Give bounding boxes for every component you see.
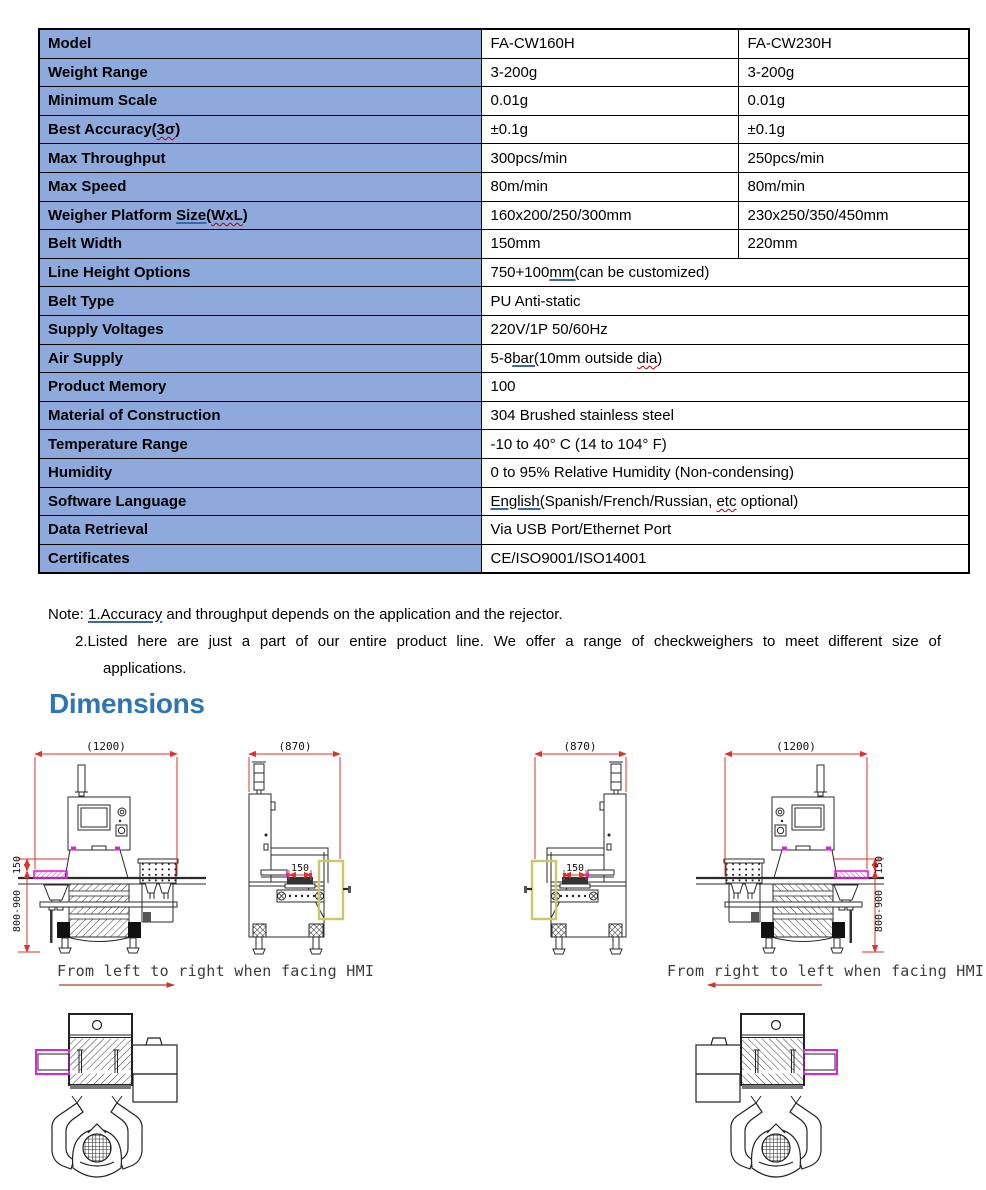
text-segment: and throughput depends on the application and the rejector. (162, 606, 563, 623)
text-segment: Size( (176, 206, 212, 224)
flow-arrow-left-icon (700, 979, 825, 991)
text-segment: Supply Voltages (48, 321, 164, 339)
text-segment: 1.Accuracy (88, 606, 163, 623)
spec-value (481, 373, 969, 402)
spec-row (39, 230, 969, 259)
text-segment: 100 (490, 378, 516, 396)
spec-row (39, 29, 969, 58)
spec-value (481, 487, 969, 516)
spec-label (39, 373, 481, 402)
spec-row (39, 144, 969, 173)
dim-belt-width-label: 150 (290, 863, 310, 874)
caption-flow-left: From left to right when facing HMI (57, 962, 375, 980)
spec-value (481, 401, 969, 430)
text-segment: CE/ISO9001/ISO14001 (490, 549, 647, 567)
spec-row (39, 430, 969, 459)
spec-row (39, 544, 969, 573)
text-segment: Product Memory (48, 378, 167, 396)
text-segment: bar( (512, 349, 539, 367)
text-segment: Spanish/French/Russian, (544, 492, 717, 510)
spec-value (481, 201, 738, 230)
text-segment: Best Accuracy( (48, 121, 157, 139)
text-segment: optional) (736, 492, 799, 510)
spec-label (39, 544, 481, 573)
text-segment: 80m/min (490, 178, 549, 196)
text-segment: 3-200g (490, 63, 538, 81)
text-segment: Weight Range (48, 63, 148, 81)
text-segment: 150mm (490, 235, 541, 253)
text-segment: Temperature Range (48, 435, 188, 453)
text-segment: etc (716, 492, 737, 510)
text-segment: Via USB Port/Ethernet Port (490, 521, 672, 539)
text-segment: FA-CW160H (490, 35, 575, 53)
spec-row (39, 258, 969, 287)
text-segment: Material of Construction (48, 407, 221, 425)
spec-value (738, 172, 969, 201)
spec-value (481, 230, 738, 259)
spec-value (481, 172, 738, 201)
spec-table (38, 28, 970, 574)
note-line-3: applications. (103, 660, 187, 677)
spec-value (481, 115, 738, 144)
text-segment: Note: (48, 606, 89, 623)
text-segment: FA-CW230H (747, 35, 832, 53)
text-segment: 0.01g (747, 92, 786, 110)
dim-width-label: (870) (563, 740, 597, 753)
spec-row (39, 58, 969, 87)
spec-label (39, 430, 481, 459)
drawing-side-view-left (243, 740, 355, 960)
dim-belt-width-label: 150 (565, 863, 585, 874)
text-segment: 160x200/250/300mm (490, 206, 632, 224)
text-segment: Belt Type (48, 292, 115, 310)
spec-value (481, 87, 738, 116)
spec-label (39, 58, 481, 87)
text-segment: English( (490, 492, 545, 510)
dim-width-label: (1200) (776, 740, 816, 753)
spec-label (39, 487, 481, 516)
text-segment: can be customized) (579, 264, 710, 282)
spec-label (39, 115, 481, 144)
spec-value (481, 287, 969, 316)
text-segment: Certificates (48, 549, 130, 567)
text-segment: 5-8 (490, 349, 513, 367)
drawing-side-view-right (528, 740, 640, 960)
spec-value (738, 115, 969, 144)
spec-value (481, 58, 738, 87)
text-segment: 3σ (156, 121, 176, 139)
spec-label (39, 401, 481, 430)
spec-table-body (39, 29, 969, 573)
spec-row (39, 115, 969, 144)
drawing-top-view-right (680, 1002, 910, 1187)
text-segment: 300pcs/min (490, 149, 568, 167)
spec-row (39, 344, 969, 373)
text-segment: 0.01g (490, 92, 529, 110)
spec-label (39, 516, 481, 545)
spec-value (738, 201, 969, 230)
spec-value (738, 230, 969, 259)
spec-label (39, 458, 481, 487)
spec-label (39, 201, 481, 230)
text-segment: Belt Width (48, 235, 123, 253)
spec-label (39, 29, 481, 58)
text-segment: Line Height Options (48, 264, 191, 282)
text-segment: WxL (211, 206, 243, 224)
text-segment: 220mm (747, 235, 798, 253)
spec-value (481, 544, 969, 573)
text-segment: -10 to 40° C (14 to 104° F) (490, 435, 667, 453)
spec-label (39, 315, 481, 344)
spec-row (39, 373, 969, 402)
text-segment: ±0.1g (747, 121, 785, 139)
text-segment: Air Supply (48, 349, 124, 367)
text-segment: ) (657, 349, 663, 367)
spec-label (39, 287, 481, 316)
dimensions-heading: Dimensions (49, 688, 205, 719)
drawing-front-view-right (700, 740, 900, 960)
spec-row (39, 87, 969, 116)
spec-value (481, 258, 969, 287)
text-segment: 230x250/350/450mm (747, 206, 889, 224)
text-segment: Data Retrieval (48, 521, 149, 539)
text-segment: 220V/1P 50/60Hz (490, 321, 608, 339)
text-segment: ±0.1g (490, 121, 528, 139)
text-segment: 3-200g (747, 63, 795, 81)
dim-belt-height-label: 150 (12, 855, 23, 875)
spec-row (39, 458, 969, 487)
spec-value (481, 29, 738, 58)
spec-label (39, 87, 481, 116)
spec-value (481, 516, 969, 545)
spec-table-wrap (38, 28, 970, 574)
text-segment: Weigher Platform (48, 206, 177, 224)
spec-row (39, 201, 969, 230)
text-segment: Max Throughput (48, 149, 166, 167)
text-segment: Humidity (48, 464, 113, 482)
dim-width-label: (870) (278, 740, 312, 753)
dim-width-label: (1200) (86, 740, 126, 753)
drawing-top-view-left (20, 1002, 250, 1187)
text-segment: ) (242, 206, 248, 224)
flow-arrow-right-icon (57, 979, 182, 991)
spec-label (39, 344, 481, 373)
text-segment: 304 Brushed stainless steel (490, 407, 674, 425)
text-segment: ) (175, 121, 181, 139)
spec-label (39, 144, 481, 173)
dim-leg-height-label: 800-900 (874, 889, 885, 933)
text-segment: 750+100 (490, 264, 550, 282)
text-segment: Model (48, 35, 92, 53)
spec-label (39, 258, 481, 287)
spec-value (481, 430, 969, 459)
text-segment: mm( (549, 264, 580, 282)
text-segment: PU Anti-static (490, 292, 581, 310)
text-segment: Max Speed (48, 178, 127, 196)
text-segment: 80m/min (747, 178, 806, 196)
spec-row (39, 516, 969, 545)
spec-value (738, 144, 969, 173)
text-segment: dia (637, 349, 658, 367)
spec-label (39, 230, 481, 259)
drawing-front-view-left (10, 740, 215, 960)
spec-row (39, 401, 969, 430)
caption-flow-right: From right to left when facing HMI (667, 962, 985, 980)
text-segment: 0 to 95% Relative Humidity (Non-condensing) (490, 464, 794, 482)
spec-row (39, 172, 969, 201)
note-line-2: 2.Listed here are just a part of our entire product line. We offer a range of checkweighers to meet different size of (75, 633, 941, 650)
note-line-1 (48, 606, 563, 623)
spec-value (481, 344, 969, 373)
spec-value (738, 58, 969, 87)
spec-row (39, 315, 969, 344)
spec-value (738, 87, 969, 116)
spec-value (738, 29, 969, 58)
spec-value (481, 144, 738, 173)
spec-value (481, 458, 969, 487)
dim-leg-height-label: 800-900 (12, 889, 23, 933)
dim-belt-height-label: 150 (874, 855, 885, 875)
spec-row (39, 287, 969, 316)
text-segment: Minimum Scale (48, 92, 158, 110)
text-segment: 250pcs/min (747, 149, 825, 167)
spec-row (39, 487, 969, 516)
spec-label (39, 172, 481, 201)
spec-value (481, 315, 969, 344)
text-segment: Software Language (48, 492, 187, 510)
text-segment: 10mm outside (538, 349, 638, 367)
